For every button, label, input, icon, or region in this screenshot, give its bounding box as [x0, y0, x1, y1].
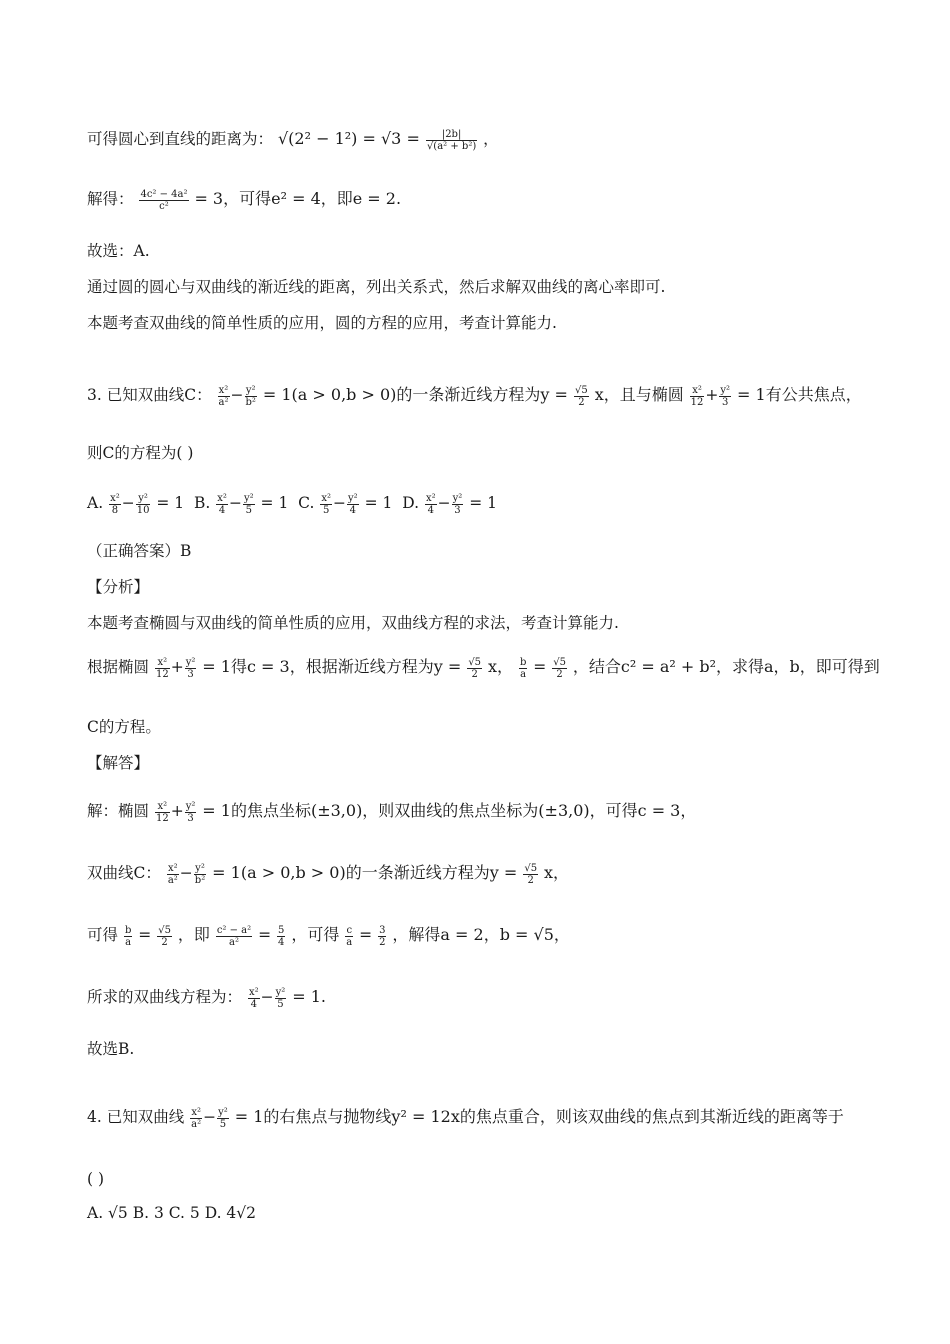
solution-line-1: 解：椭圆 $\frac{\text{x²}}{12}$ + $\frac{\text{y²}}{3}$ = 1的焦点坐标(±3,0)，则双曲线的焦点坐标为(±3,0)，可得c = 3， [87, 800, 697, 824]
question-4-options: A. √5 B. 3 C. 5 D. 4√2 [87, 1204, 257, 1222]
tag-analysis: 【分析】 [87, 578, 150, 596]
line-solve: 解得： $\frac{\text{4c² − 4a²}}{\text{c²}}$ = 3，可得e² = 4，即e = 2. [87, 188, 402, 212]
fraction: $\frac{\text{4c² − 4a²}}{\text{c²}}$ [140, 188, 188, 212]
line-choose-a: 故选：A. [87, 242, 150, 260]
solution-line-3: 可得 $\frac{b}{a}$ = $\frac{√5}{2}$ ，即 $\frac{\text{c² − a²}}{\text{a²}}$ = $\frac{5}{4}$ ，可得 $\frac{c}{a}$ = $\frac{3}{2}$ ，解得a = 2，b = √5， [87, 924, 570, 948]
solution-line-2: 双曲线C： $\frac{\text{x²}}{\text{a²}}$ − $\frac{\text{y²}}{\text{b²}}$ = 1(a > 0,b > 0)的一条渐近线方程为y = $\frac{√5}{2}$ x， [87, 862, 570, 886]
line-topic: 本题考查双曲线的简单性质的应用，圆的方程的应用，考查计算能力. [87, 314, 557, 332]
question-4: 4. 已知双曲线 $\frac{\text{x²}}{\text{a²}}$ − $\frac{\text{y²}}{5}$ = 1的右焦点与抛物线y² = 12x的焦点重合，则该双曲线的焦点到其渐近线的距离等于 [87, 1106, 844, 1130]
question-3: 3. 已知双曲线C： $\frac{\text{x²}}{\text{a²}}$ − $\frac{\text{y²}}{\text{b²}}$ = 1(a > 0,b > 0)的一条渐近线方程为y = $\frac{√5}{2}$ x，且与椭圆 $\frac{\text{x²}}{12}$ + $\frac{\text{y²}}{3}$ = 1有公共焦点， [87, 384, 862, 408]
analysis-line-3: C的方程。 [87, 718, 161, 736]
answer: （正确答案）B [87, 542, 192, 560]
tag-solution: 【解答】 [87, 754, 150, 772]
fraction: $\frac{|2b|}{\text{√(a² + b²)}}$ [426, 128, 477, 152]
line-method: 通过圆的圆心与双曲线的渐近线的距离，列出关系式，然后求解双曲线的离心率即可. [87, 278, 666, 296]
solution-line-4: 所求的双曲线方程为： $\frac{\text{x²}}{4}$ − $\frac{\text{y²}}{5}$ = 1. [87, 986, 326, 1010]
question-3-options: A. $\frac{\text{x²}}{8}$ − $\frac{\text{y²}}{10}$ = 1 B. $\frac{\text{x²}}{4}$ − $\frac{\text{y²}}{5}$ = 1 C. $\frac{\text{x²}}{5}$ − $\frac{\text{y²}}{4}$ = 1 D. $\frac{\text{x²}}{4}$ − $\frac{\text{y²}}{3}$ = 1 [87, 492, 498, 516]
solution-choose-b: 故选B. [87, 1040, 135, 1058]
analysis-line-1: 本题考查椭圆与双曲线的简单性质的应用，双曲线方程的求法，考查计算能力. [87, 614, 619, 632]
question-4-line2: ( ) [87, 1170, 105, 1188]
analysis-line-2: 根据椭圆 $\frac{\text{x²}}{12}$ + $\frac{\text{y²}}{3}$ = 1得c = 3，根据渐近线方程为y = $\frac{√5}{2}$ x， $\frac{b}{a}$ = $\frac{√5}{2}$ ，结合c² = a² + b²，求得a，b，即可得到 [87, 656, 880, 680]
line-distance: 可得圆心到直线的距离为： √(2² − 1²) = √3 = $\frac{|2b|}{\text{√(a² + b²)}}$ ， [87, 128, 499, 152]
question-3-line2: 则C的方程为( ) [87, 444, 194, 462]
